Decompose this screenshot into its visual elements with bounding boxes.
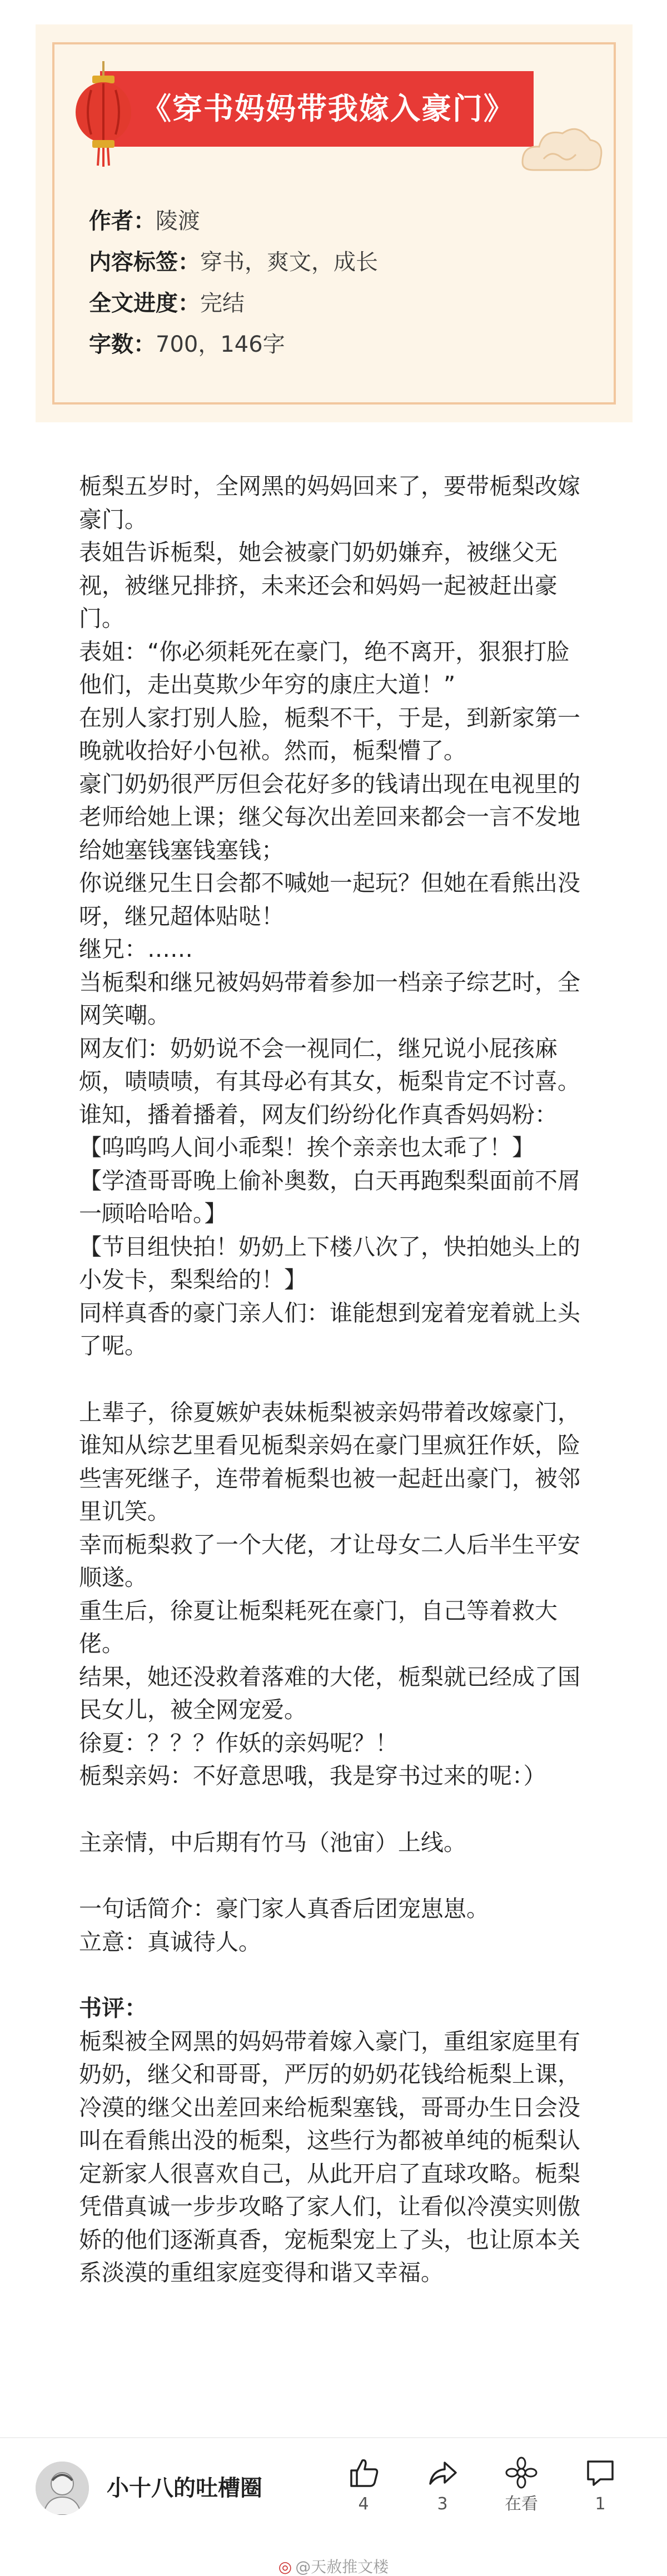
spacer: [79, 1363, 590, 1396]
info-author-value: 陵渡: [156, 208, 200, 234]
paragraph: 继兄：……: [79, 936, 193, 962]
paragraph: 【学渣哥哥晚上偷补奥数，白天再跑梨梨面前不屑一顾哈哈哈。】: [79, 1167, 580, 1227]
thumb-up-icon: [347, 2456, 380, 2489]
paragraph: 你说继兄生日会都不喊她一起玩？但她在看熊出没呀，继兄超体贴哒！: [79, 870, 580, 930]
info-progress-value: 完结: [200, 291, 245, 316]
info-tags-value: 穿书，爽文，成长: [200, 249, 378, 275]
comment-button[interactable]: [573, 2456, 628, 2528]
paragraph: 徐夏：？？？作妖的亲妈呢？！: [79, 1729, 398, 1756]
like-count: 4: [358, 2494, 369, 2514]
paragraph: 当栀梨和继兄被妈妈带着参加一档亲子综艺时，全网笑嘲。: [79, 969, 580, 1029]
article-body: [79, 470, 590, 2290]
wow-label: 在看: [505, 2494, 538, 2514]
info-tags: [89, 248, 378, 277]
paragraph: 谁知，播着播着，网友们纷纷化作真香妈妈粉：: [79, 1101, 558, 1128]
paragraph: 栀梨五岁时，全网黑的妈妈回来了，要带栀梨改嫁豪门。: [79, 473, 580, 533]
info-word-count: [89, 330, 285, 359]
spacer: [79, 1959, 590, 1992]
paragraph: 表姐告诉栀梨，她会被豪门奶奶嫌弃，被继父无视，被继兄排挤，未来还会和妈妈一起被赶出豪门。: [79, 539, 558, 632]
comment-count: 1: [595, 2494, 606, 2514]
info-progress-key: 全文进度：: [89, 291, 200, 316]
book-title: 《穿书妈妈带我嫁入豪门》: [141, 91, 515, 126]
paragraph: 表姐：“你必须耗死在豪门，绝不离开，狠狠打脸他们，走出莫欺少年穷的康庄大道！”: [79, 638, 570, 698]
paragraph: 在别人家打别人脸，栀梨不干，于是，到新家第一晚就收拾好小包袱。然而，栀梨懵了。: [79, 704, 580, 764]
share-count: 3: [437, 2494, 448, 2514]
share-icon: [426, 2456, 459, 2489]
info-author: [89, 207, 200, 236]
theme: 立意：真诚待人。: [79, 1928, 261, 1955]
watermark: [0, 2558, 667, 2576]
spacer: [79, 1859, 590, 1893]
avatar[interactable]: [36, 2462, 89, 2515]
paragraph: 同样真香的豪门亲人们：谁能想到宠着宠着就上头了呢。: [79, 1299, 580, 1359]
spacer: [79, 1793, 590, 1826]
info-tags-key: 内容标签：: [89, 249, 200, 275]
watermark-text: @天赦推文楼: [295, 2558, 389, 2576]
paragraph: 幸而栀梨救了一个大佬，才让母女二人后半生平安顺遂。: [79, 1531, 580, 1591]
info-word-count-key: 字数：: [89, 332, 156, 357]
paragraph: 上辈子，徐夏嫉妒表妹栀梨被亲妈带着改嫁豪门，谁知从综艺里看见栀梨亲妈在豪门里疯狂作妖，险些害死继子，连带着栀梨也被一起赶出豪门，被邻里讥笑。: [79, 1399, 580, 1525]
comment-icon: [584, 2456, 617, 2489]
like-button[interactable]: [336, 2456, 391, 2528]
main-relation: 主亲情，中后期有竹马（池宙）上线。: [79, 1829, 466, 1856]
avatar-portrait-icon: [36, 2462, 89, 2515]
wow-button[interactable]: [494, 2456, 549, 2528]
review-heading: 书评：: [79, 1995, 147, 2021]
flower-icon: [505, 2456, 538, 2489]
paragraph: 栀梨亲妈：不好意思哦，我是穿书过来的呢：）: [79, 1763, 546, 1789]
paragraph: 重生后，徐夏让栀梨耗死在豪门，自己等着救大佬。: [79, 1597, 558, 1657]
info-author-key: 作者：: [89, 208, 156, 234]
cloud-decoration-icon: [517, 118, 606, 179]
review-text: 栀梨被全网黑的妈妈带着嫁入豪门，重组家庭里有奶奶，继父和哥哥，严厉的奶奶花钱给栀梨上课，冷漠的继父出差回来给栀梨塞钱，哥哥办生日会没叫在看熊出没的栀梨，这些行为都被单纯的栀梨认定新家人很喜欢自己，从此开启了直球攻略。栀梨凭借真诚一步步攻略了家人们，让看似冷漠实则傲娇的他们逐渐真香，宠栀梨宠上了头，也让原本关系淡漠的重组家庭变得和谐又幸福。: [79, 2028, 580, 2286]
account-name[interactable]: 小十八的吐槽圈: [107, 2475, 262, 2501]
footer-divider: [0, 2437, 667, 2438]
paragraph: 网友们：奶奶说不会一视同仁，继兄说小屁孩麻烦，啧啧啧，有其母必有其女，栀梨肯定不讨喜。: [79, 1035, 580, 1095]
info-progress: [89, 289, 245, 318]
lantern-icon: [74, 61, 132, 167]
paragraph: 结果，她还没救着落难的大佬，栀梨就已经成了国民女儿，被全网宠爱。: [79, 1663, 580, 1723]
paragraph: 【节目组快拍！奶奶上下楼八次了，快拍她头上的小发卡，梨梨给的！】: [79, 1233, 580, 1293]
paragraph: 【呜呜呜人间小乖梨！挨个亲亲也太乖了！】: [79, 1134, 535, 1161]
paragraph: 豪门奶奶很严厉但会花好多的钱请出现在电视里的老师给她上课；继父每次出差回来都会一言不发地给她塞钱塞钱塞钱；: [79, 770, 580, 863]
info-word-count-value: 700，146字: [156, 332, 285, 357]
weibo-icon: ◎: [278, 2558, 292, 2576]
one-line-summary: 一句话简介：豪门家人真香后团宠崽崽。: [79, 1895, 489, 1922]
share-button[interactable]: [415, 2456, 470, 2528]
